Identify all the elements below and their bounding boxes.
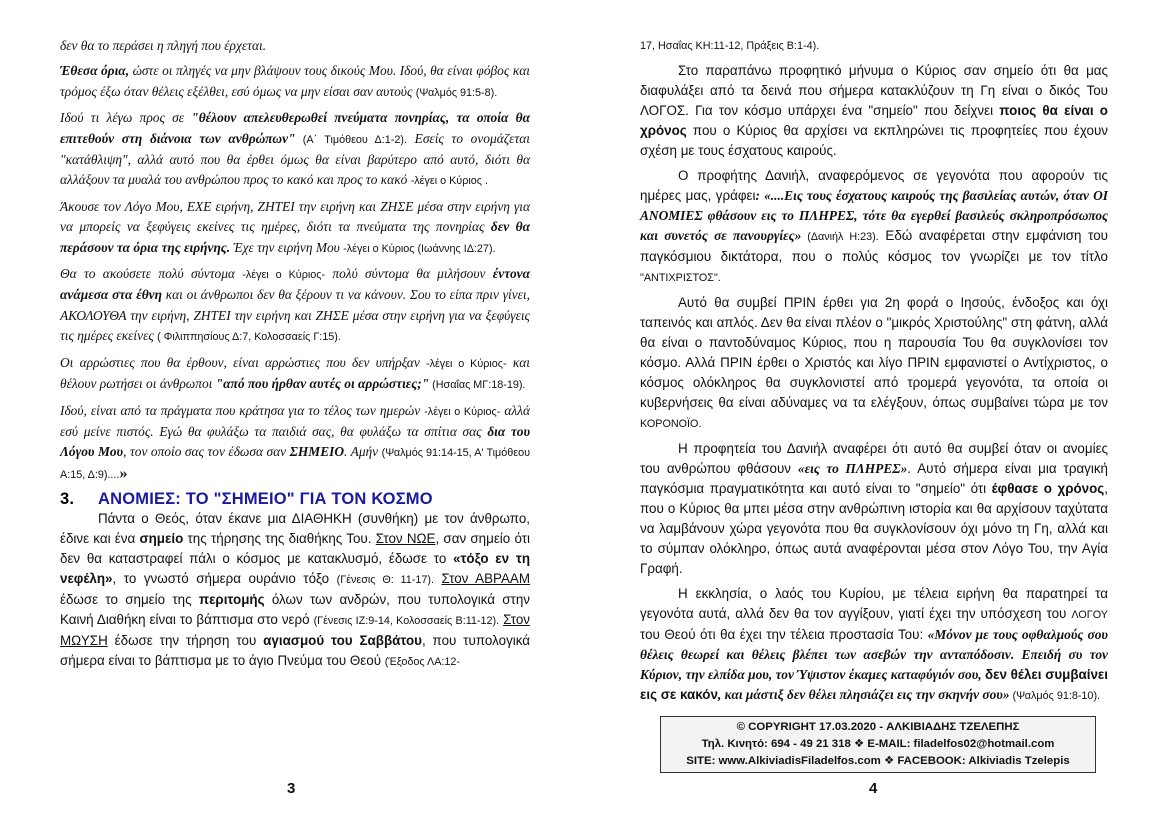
text: Έχε την ειρήνη Μου	[230, 239, 344, 255]
paragraph	[640, 584, 1108, 706]
text-bold: δια του Λόγου Μου	[60, 423, 531, 460]
citation: -λέγει ο Κύριος-	[242, 269, 326, 282]
right-page	[640, 0, 1108, 826]
page-number-right: 4	[869, 780, 878, 797]
text: Ο προφήτης Δανιήλ, αναφερόμενος σε γεγονότα που αφορούν τις ημέρες μας, γράφει	[640, 168, 1108, 203]
site-line: SITE: www.AlkiviadisFiladelfos.com ❖ FACEBOOK: Alkiviadis Tzelepis	[686, 755, 1070, 767]
copyright-line: © COPYRIGHT 17.03.2020 - ΑΛΚΙΒΙΑΔΗΣ ΤΖΕΛΕΠΗΣ	[736, 721, 1020, 733]
page-number-left: 3	[287, 780, 296, 797]
contact-line: Τηλ. Κινητό: 694 - 49 21 318 ❖ E-MAIL: filadelfos02@hotmail.com	[701, 738, 1055, 750]
right-column	[640, 36, 1108, 711]
text: Ιδού τι λέγω προς σε	[60, 110, 192, 126]
citation: (Δανιήλ Η:23).	[801, 231, 879, 243]
citation: (Έξοδος ΛΑ:12-	[384, 656, 461, 669]
paragraph	[640, 166, 1108, 288]
text: έδωσε το σημείο της	[60, 592, 199, 608]
paragraph	[60, 108, 530, 192]
text: και θέλουν ρωτήσει οι άνθρωποι	[60, 354, 531, 392]
citation: (Ησαΐας ΜΓ:18-19).	[429, 379, 526, 392]
copyright-box	[660, 716, 1096, 773]
text-bold: ΣΗΜΕΙΟ	[289, 444, 345, 460]
citation: -λέγει ο Κύριος (Ιωάννης ΙΔ:27).	[343, 242, 496, 255]
text: Πάντα ο Θεός, όταν έκανε μια ΔΙΑΘΗΚΗ (συνθήκη) με τον άνθρωπο, έδινε και ένα	[60, 511, 530, 547]
citation: (Ψαλμός 91:5-8).	[415, 86, 498, 99]
section-number: 3.	[60, 490, 75, 509]
text: Θα το ακούσετε πολύ σύντομα	[60, 266, 243, 282]
text: , που ο Κύριος θα μπει μέσα στην ανθρώπινη ιστορία και θα αρχίσουν ταχύτατα να λαμβάνουν χώρα γεγονότα που θα συγκλονίσουν όχι μόνο τη Γη, αλλά και το σύμπαν ολόκληρο, όπως αυτά αναφέρονται μέσα στον Λόγο Του, την Αγία Γραφή.	[640, 481, 1108, 576]
text: δεν θα το περάσει η πληγή που έρχεται.	[60, 38, 267, 53]
text: . Αυτό σήμερα είναι μια τραγική παγκόσμια πραγματικότητα και αυτό είναι το "σημείο" ότι	[640, 461, 1108, 496]
text-bold: δεν θέλει συμβαίνει εις σε κακόν	[640, 667, 1108, 702]
text: Εδώ αναφέρεται στην εμφάνιση του παγκόσμιου δικτάτορα, που ο πολύς κόσμος τον γνωρίζει με τον τίτλο	[640, 228, 1108, 264]
text: όλων των ανδρών, που τυπολογικά στην Καινή Διαθήκη είναι το βάπτισμα στο νερό	[60, 592, 530, 628]
text: . Αμήν	[344, 444, 382, 460]
paragraph	[640, 293, 1108, 434]
paragraph	[60, 509, 530, 672]
paragraph	[640, 439, 1108, 579]
text: πολύ σύντομα θα μιλήσουν	[325, 266, 493, 282]
text: Στο παραπάνω προφητικό μήνυμα ο Κύριος σαν σημείο ότι θα μας διαφυλάξει από τα δεινά που σήμερα κατακλύζουν τη Γη είναι ο δικός Του ΛΟΓΟΣ. Για τον κόσμο υπάρχει ένα "σημείο" που δείχνει	[640, 63, 1108, 118]
text: της τήρησης της διαθήκης Του.	[183, 531, 376, 547]
text: ώστε οι πληγές να μην βλάψουν τους δικούς Μου. Ιδού, θα είναι φόβος και τρόμος έξω όταν θέλεις εξέλθει, εσύ όμως να μην είσαι σαν αυτούς	[60, 63, 531, 99]
quote-mark: »	[119, 464, 128, 482]
paragraph	[60, 61, 530, 103]
section-title: ΑΝΟΜΙΕΣ: ΤΟ "ΣΗΜΕΙΟ" ΓΙΑ ΤΟΝ ΚΟΣΜΟ	[98, 490, 433, 509]
text-underline: Στον ΝΩΕ	[375, 531, 436, 547]
paragraph	[60, 36, 530, 56]
left-column	[60, 36, 530, 677]
text-bold: "από που ήρθαν αυτές οι αρρώστιες;"	[215, 376, 430, 392]
text-underline: Στον ΜΩΥΣΗ	[60, 612, 530, 649]
text-bold: δεν θα περάσουν τα όρια της ειρήνης.	[60, 219, 530, 255]
citation: -λέγει ο Κύριος-	[424, 405, 501, 418]
text: , τον οποίο σας τον έδωσα σαν	[123, 444, 290, 460]
text-bold: «τόξο εν τη νεφέλη»	[60, 551, 530, 587]
citation: (Ψαλμός 91:14-15, Α' Τιμόθεου Α:15, Δ:9)....	[60, 447, 530, 481]
text-bold: έντονα ανάμεσα στα έθνη	[60, 266, 531, 303]
text-bold: έφθασε ο χρόνος	[991, 481, 1105, 496]
text: Άκουσε τον Λόγο Μου, ΕΧΕ ειρήνη, ΖΗΤΕΙ την ειρήνη και ΖΗΣΕ μέσα στην ειρήνη για να μπορείς να ξεφύγεις εκείνες τις ημέρες, διότι τα πνεύματα της πονηρίας	[60, 198, 530, 235]
paragraph	[60, 353, 530, 396]
citation: -λέγει ο Κύριος-	[426, 357, 507, 370]
text: Η εκκλησία, ο λαός του Κυρίου, με τέλεια ειρήνη θα παρατηρεί τα γεγονότα αυτά, αλλά δεν θα τον αγγίξουν, γιατί έχει την υπόσχεση του	[640, 586, 1108, 621]
text: , το γνωστό σήμερα ουράνιο τόξο	[112, 571, 337, 587]
text-bold: Έθεσα όρια,	[60, 63, 130, 79]
text: Οι αρρώστιες που θα έρθουν, είναι αρρώστιες που δεν υπήρξαν	[60, 354, 426, 370]
citation: (Γένεσις Θ: 11-17).	[336, 574, 434, 587]
text: του Θεού ότι θα έχει την τέλεια προστασία Του:	[640, 627, 928, 642]
citation: -λέγει ο Κύριος .	[410, 175, 488, 188]
citation: ( Φιλιππησίους Δ:7, Κολοσσαείς Γ:15).	[157, 331, 341, 344]
text: Εσείς το ονομάζεται "κατάθλιψη", αλλά αυτό που θα έρθει όμως θα είναι βαρύτερο από αυτό, διότι θα αλλάξουν τα μυαλά του ανθρώπου προς το κακό και προς το κακό	[60, 130, 530, 188]
paragraph	[60, 401, 530, 486]
text: ΛΟΓΟΥ	[1071, 609, 1108, 621]
citation: (Ψαλμός 91:8-10).	[1009, 690, 1101, 702]
paragraph	[640, 36, 1108, 56]
citation: (Α΄ Τιμόθεου Δ:1-2).	[295, 133, 407, 146]
text: έδωσε την τήρηση του	[107, 633, 264, 649]
text-bold: "θέλουν απελευθερωθεί πνεύματα πονηρίας, τα οποία θα επιτεθούν στη διάνοια των ανθρώπων"	[60, 110, 530, 146]
text: Αυτό θα συμβεί ΠΡΙΝ έρθει για 2η φορά ο Ιησούς, ένδοξος και όχι ταπεινός και απλός. Δεν θα είναι πλέον ο "μικρός Χριστούλης" στη φάτνη, αλλά θα είναι ο παντοδύναμος Κύριος, που η παρουσία Του θα συγκλονίσει τον κόσμο. Αλλά ΠΡΙΝ έρθει ο Χριστός και λίγο ΠΡΙΝ εμφανιστεί ο Αντίχριστος, ο κόσμος ολόκληρος θα συγκλονιστεί από τρομερά γεγονότα, τα οποία οι κυβερνήσεις θα είναι αδύναμες να τα ελέγξουν, όπως συμβαίνει τώρα με τον	[640, 295, 1108, 410]
text-bold: αγιασμού του Σαββάτου	[263, 633, 422, 649]
left-page	[60, 0, 530, 826]
paragraph	[60, 264, 530, 348]
text: ΚΟΡΟΝΟΪΟ.	[640, 418, 702, 430]
text	[434, 571, 442, 586]
text-bold: περιτομής	[198, 592, 265, 608]
quote-bold: «Μόνον με τους οφθαλμούς σου θέλεις θεωρεί και θέλεις βλέπει των ασεβών την ανταπόδοσιν. Επειδή συ τον Κύριον, την ελπίδα μου, τον Ύψιστον έκαμες καταφύγιόν σου,	[640, 627, 1108, 682]
citation: (Γένεσις ΙΖ:9-14, Κολοσσαείς Β:11-12).	[313, 615, 500, 628]
text: , σαν σημείο ότι δεν θα καταστραφεί πάλι ο κόσμος με κατακλυσμό, έδωσε το	[60, 531, 530, 567]
paragraph	[640, 61, 1108, 161]
citation: 17, Ησαΐας ΚΗ:11-12, Πράξεις Β:1-4).	[640, 40, 820, 52]
section-heading	[60, 490, 530, 509]
quote-bold: : «....Εις τους έσχατους καιρούς της βασιλείας αυτών, όταν ΟΙ ΑΝΟΜΙΕΣ φθάσουν εις το ΠΛΗΡΕΣ, τότε θα εγερθεί βασιλεύς σκληροπρόσωπος και συνετός σε πανουργίες»	[640, 188, 1108, 243]
text: που ο Κύριος θα αρχίσει να εκπληρώνει τις προφητείες που έχουν σχέση με τους έσχατους καιρούς.	[640, 123, 1108, 158]
text: και οι άνθρωποι δεν θα ξέρουν τι να κάνουν. Σου το είπα πριν γίνει, ΑΚΟΛΟΥΘΑ την ειρήνη, ΖΗΤΕΙ την ειρήνη και ΖΗΣΕ μέσα στην ειρήνη για να ξεφύγεις τις ημέρες εκείνες	[60, 287, 530, 344]
paragraph	[60, 197, 530, 259]
quote-bold: «εις το ΠΛΗΡΕΣ»	[797, 461, 908, 476]
text-underline: Στον ΑΒΡΑΑΜ	[441, 571, 530, 587]
text: αλλά εσύ μείνε πιστός. Εγώ θα φυλάξω τα παιδιά σας, θα φυλάξω τα σπίτια σας	[60, 402, 531, 439]
text: Ιδού, είναι από τα πράγματα που κράτησα για το τέλος των ημερών	[60, 402, 425, 418]
text: "ΑΝΤΙΧΡΙΣΤΟΣ".	[640, 272, 721, 284]
text: , που τυπολογικά σήμερα είναι το βάπτισμα με το άγιο Πνεύμα του Θεού	[60, 633, 531, 669]
text-bold: σημείο	[139, 531, 184, 547]
quote-bold: , και μάστιξ δεν θέλει πλησιάζει εις την σκηνήν σου»	[717, 687, 1010, 702]
text-bold: ποιος θα είναι ο χρόνος	[640, 103, 1108, 138]
text: Η προφητεία του Δανιήλ αναφέρει ότι αυτό θα συμβεί όταν οι ανομίες του ανθρώπου φθάσουν	[640, 441, 1108, 476]
